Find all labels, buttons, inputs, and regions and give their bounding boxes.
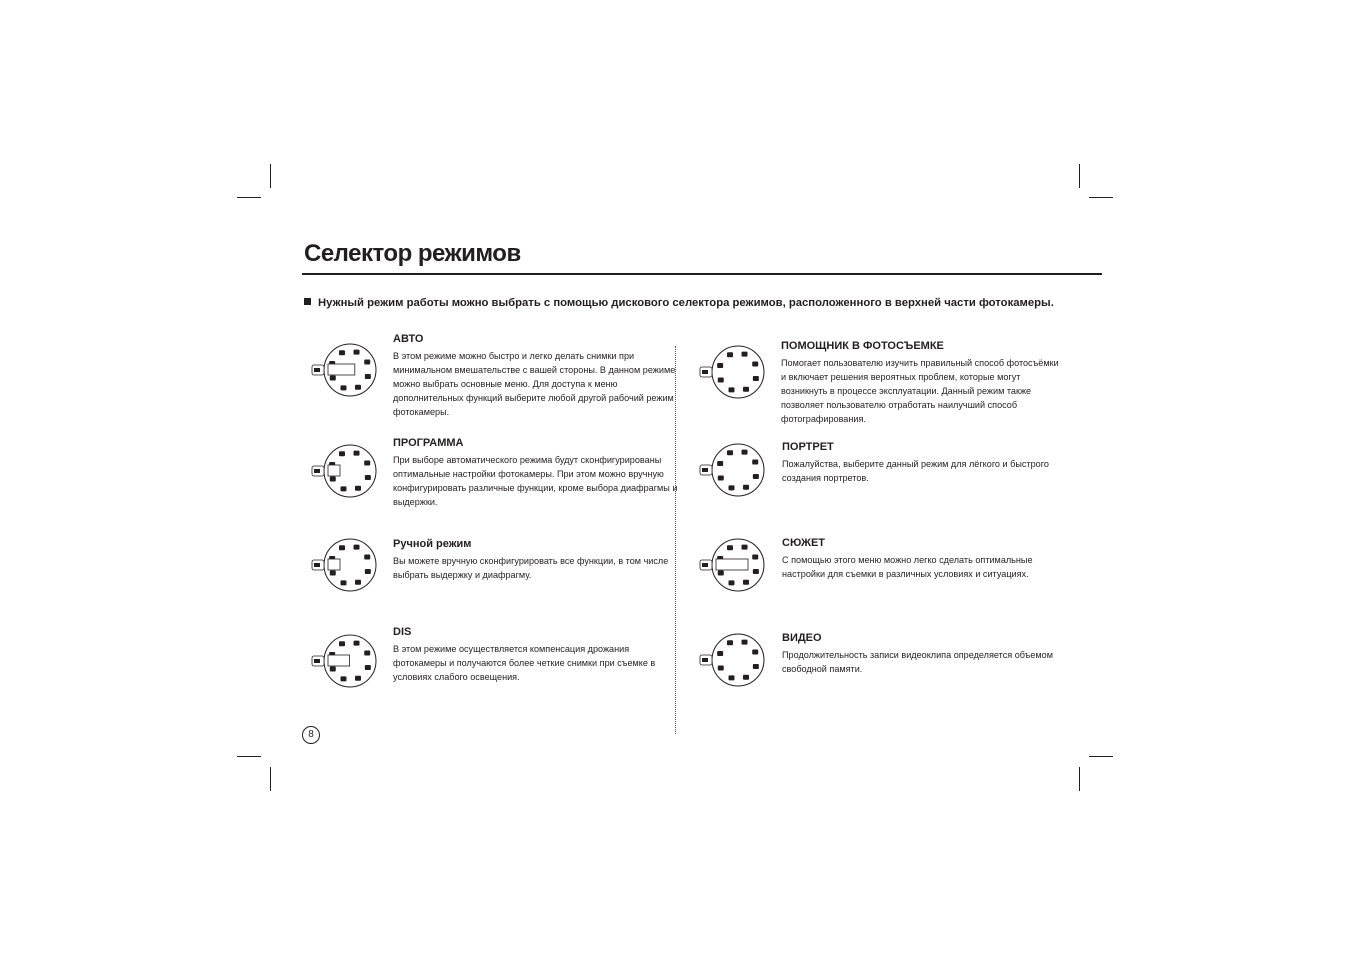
crop-mark bbox=[1089, 197, 1113, 198]
section-title: СЮЖЕТ bbox=[782, 537, 826, 549]
section-title: Ручной режим bbox=[393, 538, 472, 550]
mode-dial-icon bbox=[698, 630, 770, 690]
section-text: С помощью этого меню можно легко сделать оптимальные настройки для съемки в различных условиях и ситуациях. bbox=[782, 555, 1033, 579]
mode-dial-icon bbox=[310, 340, 382, 400]
section-manual bbox=[393, 538, 683, 582]
section-title: DIS bbox=[393, 626, 412, 638]
intro-line bbox=[304, 297, 1054, 309]
crop-mark bbox=[1089, 756, 1113, 757]
section-text: При выборе автоматического режима будут сконфигурированы оптимальные настройки фотокамеры. При этом можно вручную конфигурировать различные функции, кроме выбора диафрагмы и выдержки. bbox=[393, 455, 678, 507]
crop-mark bbox=[1079, 164, 1080, 188]
section-title: ПОМОЩНИК В ФОТОСЪЕМКЕ bbox=[781, 340, 944, 352]
title-rule bbox=[302, 273, 1102, 275]
section-program bbox=[393, 437, 683, 509]
section-auto bbox=[393, 333, 683, 419]
mode-dial-icon bbox=[698, 342, 770, 402]
section-title: АВТО bbox=[393, 333, 424, 345]
crop-mark bbox=[270, 767, 271, 791]
section-text: В этом режиме можно быстро и легко делать снимки при минимальном вмешательстве с вашей стороны. В данном режиме можно выбрать основные меню. Для доступа к меню дополнительных функций выберите любой другой рабочий режим фотокамеры. bbox=[393, 351, 676, 417]
section-portrait bbox=[782, 441, 1062, 485]
section-guide bbox=[781, 340, 1061, 426]
section-title: ПОРТРЕТ bbox=[782, 441, 834, 453]
crop-mark bbox=[1079, 767, 1080, 791]
mode-dial-icon bbox=[310, 631, 382, 691]
mode-dial-icon bbox=[310, 441, 382, 501]
intro-text: Нужный режим работы можно выбрать с помощью дискового селектора режимов, расположенного в верхней части фотокамеры. bbox=[318, 297, 1054, 309]
section-video bbox=[782, 632, 1062, 676]
mode-dial-icon bbox=[698, 535, 770, 595]
crop-mark bbox=[237, 756, 261, 757]
mode-dial-icon bbox=[310, 535, 382, 595]
page-title: Селектор режимов bbox=[304, 240, 521, 267]
crop-mark bbox=[237, 197, 261, 198]
mode-dial-icon bbox=[698, 440, 770, 500]
section-dis bbox=[393, 626, 683, 684]
section-title: ВИДЕО bbox=[782, 632, 822, 644]
section-text: Пожалуйства, выберите данный режим для лёгкого и быстрого создания портретов. bbox=[782, 459, 1049, 483]
section-text: Помогает пользователю изучить правильный способ фотосъёмки и включает решения вероятных проблем, которые могут возникнуть в процессе эксплуатации. Данный режим также позволяет пользователю отработать наилучший способ фотографирования. bbox=[781, 358, 1059, 424]
section-scene bbox=[782, 537, 1062, 581]
section-title: ПРОГРАММА bbox=[393, 437, 464, 449]
section-text: Продолжительность записи видеоклипа определяется объемом свободной памяти. bbox=[782, 650, 1053, 674]
bullet-square-icon bbox=[304, 298, 311, 305]
section-text: Вы можете вручную сконфигурировать все функции, в том числе выбрать выдержку и диафрагму. bbox=[393, 556, 669, 580]
crop-mark bbox=[270, 164, 271, 188]
section-text: В этом режиме осуществляется компенсация дрожания фотокамеры и получаются более четкие снимки при съемке в условиях слабого освещения. bbox=[393, 644, 656, 682]
page-number: 8 bbox=[302, 726, 320, 744]
